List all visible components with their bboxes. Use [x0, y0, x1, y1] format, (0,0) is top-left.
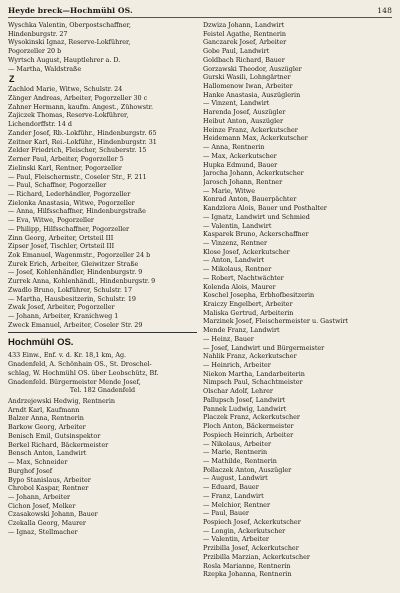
directory-entry: Zurek Erich, Arbeiter, Gleiwitzer Straße: [8, 259, 139, 268]
directory-entry: Zerner Paul, Arbeiter, Pogorzeller 5: [8, 155, 124, 164]
directory-entry: Dzwiza Johann, Landwirt: [203, 21, 285, 29]
page-number: 148: [377, 6, 392, 15]
directory-entry: Rosla Marianne, Rentnerin: [203, 561, 291, 570]
directory-entry: Berkel Richard, Bäckermeister: [8, 440, 109, 449]
directory-entry: Heidemann Max, Ackerkutscher: [203, 134, 308, 143]
intro-line: Tel. 182 Gnadenfeld: [69, 386, 136, 395]
entries-w: [8, 21, 197, 73]
directory-entry: — Martha, Hausbesitzerin, Schulstr. 19: [8, 294, 136, 303]
directory-entry: — Anton, Landwirt: [203, 256, 265, 265]
directory-entry: — Valentin, Landwirt: [203, 221, 272, 230]
directory-entry: Kasparek Bruno, Ackerschaffner: [203, 230, 309, 239]
directory-entry: — Anna, Rentnerin: [203, 143, 265, 152]
directory-entry: Benisch Emil, Gutsinspektor: [8, 431, 101, 440]
directory-entry: Klose Josef, Ackerkutscher: [203, 247, 290, 256]
directory-entry: — Robert, Nachtwächter: [203, 273, 284, 282]
directory-entry: Zipser Josef, Tischler, Ortsteil III: [8, 242, 115, 251]
directory-entry: — Nikolaus, Arbeiter: [203, 439, 272, 448]
directory-entry: Harenda Josef, Auszügler: [203, 108, 286, 117]
directory-entry: Zajiczek Thomas, Reserve-Lokführer,: [8, 111, 129, 120]
directory-entry: Wyrtsch August, Hauptlehrer a. D.: [8, 55, 121, 64]
directory-entry: Cichon Josef, Melker: [8, 501, 76, 510]
directory-entry: — Eva, Witwe, Pogorzeller: [8, 216, 94, 225]
directory-entry: Goldbach Richard, Bauer: [203, 55, 285, 64]
directory-entry: Bypo Stanislaus, Arbeiter: [8, 475, 91, 484]
directory-entry: Przibilla Josef, Ackerkutscher: [203, 544, 299, 553]
directory-entry: — Josef, Kohlenhändler, Hindenburgstr. 9: [8, 268, 143, 277]
directory-entry: — Marie, Witwe: [203, 186, 256, 195]
directory-entry: Zielinski Karl, Rentner, Pogorzeller: [8, 163, 122, 172]
section-title: Hochmühl OS.: [8, 337, 74, 349]
directory-entry: Nimpsch Paul, Schachtmeister: [203, 378, 303, 387]
directory-entry: — Johann, Arbeiter, Kranichweg 1: [8, 312, 119, 320]
directory-entry: — August, Landwirt: [203, 474, 268, 483]
entries-hochmuehl: [8, 397, 197, 537]
directory-entry: Jarocha Johann, Ackerkutscher: [203, 169, 304, 178]
directory-entry: — Eduard, Bauer: [203, 483, 259, 492]
directory-entry: Zweck Emanuel, Arbeiter, Coseler Str. 29: [8, 320, 143, 329]
directory-entry: Rzepka Johanna, Rentnerin: [203, 570, 292, 579]
directory-entry: Maliska Gertrud, Arbeiterin: [203, 308, 294, 317]
directory-entry: Jarosch Johann, Rentner: [203, 177, 283, 186]
directory-entry: — Richard, Lederhändler, Pogorzeller: [8, 189, 131, 198]
section-divider: [8, 332, 197, 333]
directory-entry: — Johann, Arbeiter: [8, 492, 71, 501]
directory-entry: Czekalla Georg, Maurer: [8, 519, 86, 528]
directory-entry: — Marie, Rentnerin: [203, 448, 268, 457]
directory-entry: Hindenburgstr. 27: [8, 29, 68, 38]
directory-entry: Barkow Georg, Arbeiter: [8, 423, 86, 432]
directory-entry: Pannek Ludwig, Landwirt: [203, 404, 287, 413]
directory-entry: — Vinzenz, Rentner: [203, 238, 268, 247]
letter-heading-z: Z: [9, 74, 15, 85]
directory-entry: — Paul, Fleischermstr., Coseler Str., F. 211: [8, 172, 147, 181]
directory-entry: Bensch Anton, Landwirt: [8, 449, 87, 458]
directory-entry: — Longin, Ackerkutscher: [203, 526, 286, 535]
directory-entry: Wyschka Valentin, Oberpostschaffner,: [8, 21, 131, 29]
running-title: Heyde breck—Hochmühl OS.: [8, 6, 133, 15]
intro-line: 433 Einw., Enf. v. d. Kr. 18,1 km, Ag.: [8, 351, 127, 360]
directory-entry: Ploch Anton, Bäckermeister: [203, 422, 294, 431]
section-intro: [8, 351, 197, 395]
intro-line: schlag, W. Hochmühl OS. über Leobschütz, Bf.: [8, 368, 159, 377]
page-header: [8, 6, 392, 18]
directory-entry: Heibut Anton, Auszügler: [203, 116, 283, 125]
directory-entry: Zander Josef, Rb.-Lokführ., Hindenburgstr. 65: [8, 128, 157, 137]
directory-entry: — Vinzent, Landwirt: [203, 99, 270, 108]
directory-entry: Olschar Adolf, Lehrer: [203, 387, 273, 396]
directory-entry: Marzinek Josef, Fleischermeister u. Gastwirt: [203, 317, 349, 326]
directory-entry: Zeitner Karl, Rei.-Lokführ., Hindenburgstr. 31: [8, 137, 157, 146]
directory-entry: Pollaczek Anton, Auszügler: [203, 465, 292, 474]
directory-entry: Koschel Josepha, Erbhofbesitzerin: [203, 291, 315, 300]
directory-entry: Wysokinski Ignaz, Reserve-Lokführer,: [8, 38, 131, 47]
directory-entry: — Melchior, Rentner: [203, 500, 271, 509]
directory-entry: Burghof Josef: [8, 466, 53, 475]
directory-entry: Ganczarek Josef, Arbeiter: [203, 38, 287, 47]
directory-entry: — Martha, Waldstraße: [8, 64, 82, 73]
directory-entry: Chrobol Kaspar, Rentner: [8, 484, 89, 493]
right-column: [203, 21, 392, 579]
directory-entry: — Max, Ackerkutscher: [203, 151, 277, 160]
directory-entry: Gobe Paul, Landwirt: [203, 47, 270, 56]
entries-z: [8, 85, 197, 329]
directory-entry: Pallupsch Josef, Landwirt: [203, 395, 286, 404]
directory-entry: — Paul, Schaffner, Pogorzeller: [8, 181, 107, 190]
directory-entry: — Ignaz, Stellmacher: [8, 527, 78, 536]
directory-entry: Gorzawski Theodor, Auszügler: [203, 64, 302, 73]
directory-entry: Zelder Friedrich, Fleischer, Schuberstr. 15: [8, 146, 147, 155]
directory-entry: Zinn Georg, Arbeiter, Ortsteil III: [8, 233, 114, 242]
directory-entry: — Mathilde, Rentnerin: [203, 456, 277, 465]
directory-entry: Zänger Andreas, Arbeiter, Pogorzeller 30 c: [8, 94, 148, 103]
directory-entry: Pospiech Heinrich, Arbeiter: [203, 430, 294, 439]
directory-entry: Niekon Martha, Landarbeiterin: [203, 369, 305, 378]
directory-entry: — Heinz, Bauer: [203, 334, 254, 343]
directory-entry: Kolenda Alois, Maurer: [203, 282, 276, 291]
directory-entry: Pogorzeller 20 b: [8, 47, 62, 56]
directory-entry: Zurrek Anna, Kohlenhändl., Hindenburgstr. 9: [8, 277, 156, 286]
directory-entry: — Josef, Landwirt und Bürgermeister: [203, 343, 325, 352]
directory-entry: — Paul, Bauer: [203, 509, 249, 518]
left-column: [8, 21, 197, 579]
directory-entry: — Valentin, Arbeiter: [203, 535, 269, 544]
directory-entry: — Franz, Landwirt: [203, 491, 264, 500]
directory-entry: Zok Emanuel, Wagenmstr., Pogorzeller 24 b: [8, 250, 151, 259]
directory-entry: Zahner Hermann, kaufm. Angest., Zühowstr.: [8, 102, 153, 111]
directory-entry: Zachlod Marie, Witwe, Schulstr. 24: [8, 85, 123, 94]
directory-entry: Lichendorffstr. 14 d: [8, 120, 72, 129]
directory-entry: Kandzlora Alois, Bauer und Posthalter: [203, 204, 327, 213]
directory-entry: Zielonka Anastasia, Witwe, Pogorzeller: [8, 198, 135, 207]
directory-entry: — Philipp, Hilfsschaffner, Pogorzeller: [8, 224, 130, 233]
directory-entry: Konrad Anton, Bauerpächter: [203, 195, 297, 204]
directory-entry: Zwadlo Bruno, Lokführer, Schulstr. 17: [8, 285, 133, 294]
directory-entry: Mende Franz, Landwirt: [203, 326, 280, 335]
directory-entry: Kraiczy Engelbert, Arbeiter: [203, 300, 293, 308]
intro-line: Gnadenfeld, A. Schönhain OS., St. Droschel-: [8, 360, 152, 369]
directory-entry: Placzek Franz, Ackerkutscher: [203, 413, 300, 422]
intro-line: Gnadenfeld. Bürgermeister Mende Josef,: [8, 377, 141, 386]
directory-entry: Pospiech Josef, Ackerkutscher: [203, 517, 301, 526]
directory-entry: Zwak Josef, Arbeiter, Pogorzeller: [8, 303, 115, 312]
directory-entry: Balzer Anna, Rentnerin: [8, 414, 84, 423]
directory-entry: — Anna, Hilfsschaffner, Hindenburgstraße: [8, 207, 146, 216]
directory-entry: Hallomenow Iwan, Arbeiter: [203, 82, 293, 91]
directory-entry: Andrzejewski Hedwig, Rentnerin: [8, 397, 115, 406]
directory-entry: — Mikolaus, Rentner: [203, 265, 272, 274]
directory-entry: Arndt Karl, Kaufmann: [8, 405, 80, 414]
directory-entry: Hanke Anastasia, Auszüglerin: [203, 90, 301, 99]
directory-entry: Czasakowski Johann, Bauer: [8, 510, 98, 519]
directory-entry: — Ignatz, Landwirt und Schmied: [203, 212, 310, 221]
directory-entry: Przibilla Marzian, Ackerkutscher: [203, 552, 310, 561]
directory-entry: — Max, Schneider: [8, 458, 68, 467]
columns: [8, 21, 392, 579]
directory-entry: Feistel Agathe, Rentnerin: [203, 29, 287, 38]
directory-entry: Gurski Wasili, Lohngärtner: [203, 73, 291, 82]
directory-entry: — Heinrich, Arbeiter: [203, 361, 271, 370]
directory-entry: Heinze Franz, Ackerkutscher: [203, 125, 298, 134]
directory-entry: Hupka Edmund, Bauer: [203, 160, 278, 169]
directory-entry: Nahlik Franz, Ackerkutscher: [203, 352, 297, 361]
